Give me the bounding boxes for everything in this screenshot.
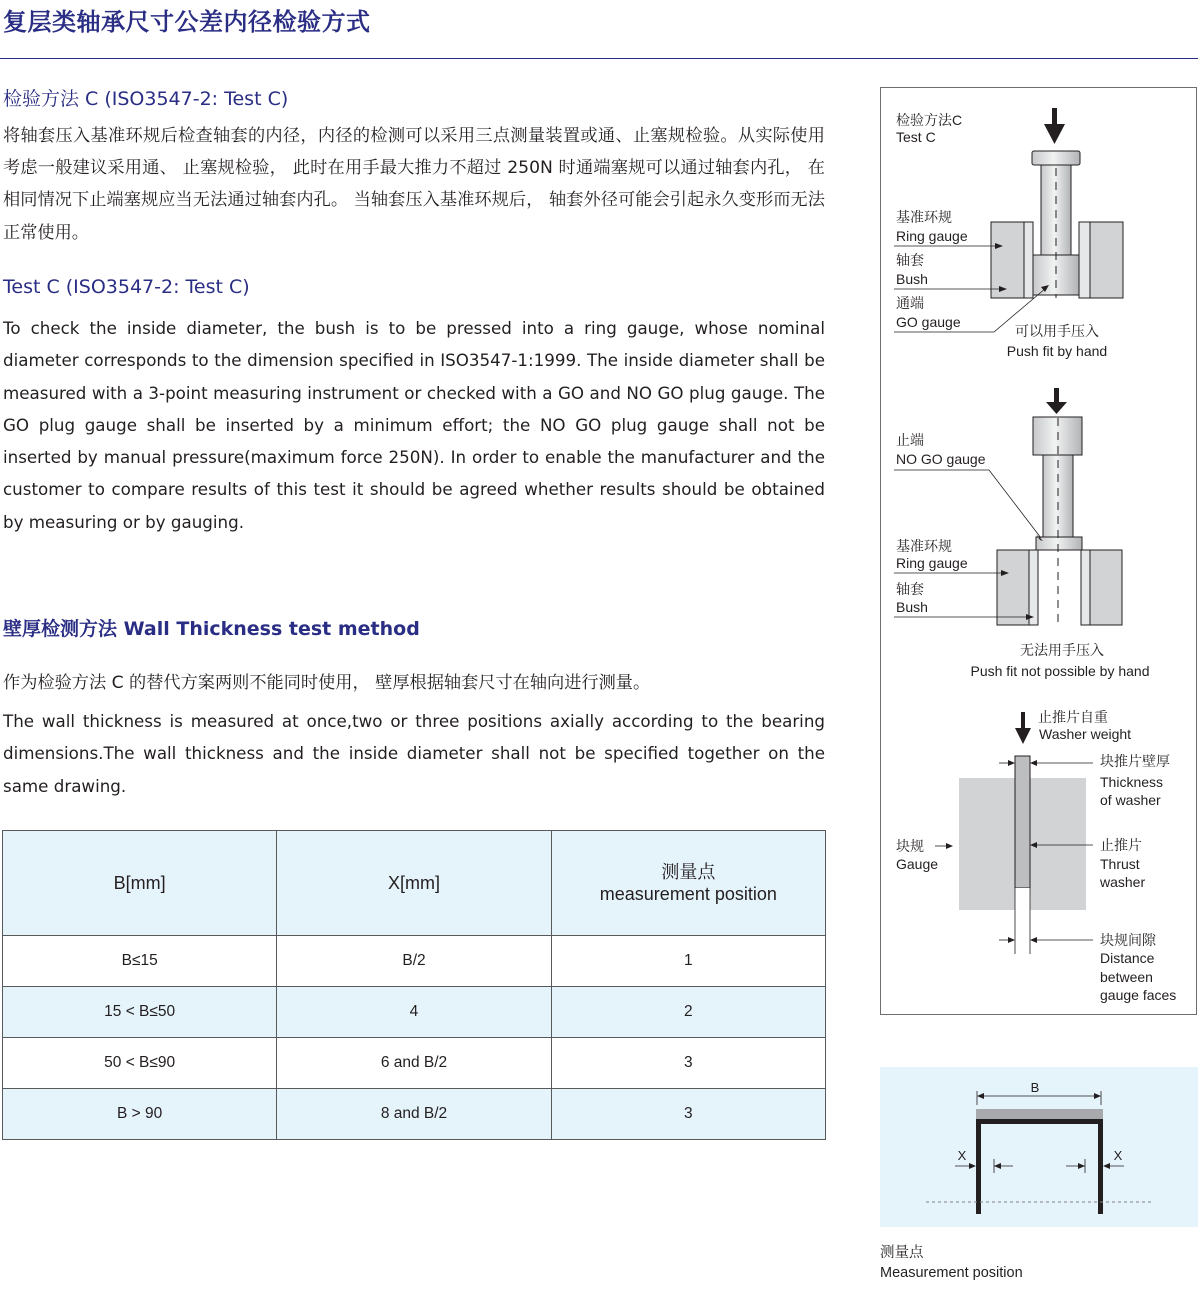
wall-thickness-body-zh: 作为检验方法 C 的替代方案两则不能同时使用， 壁厚根据轴套尺寸在轴向进行测量。 xyxy=(3,673,651,693)
table-cell: 50 < B≤90 xyxy=(3,1038,277,1089)
table-cell: 2 xyxy=(551,987,825,1038)
distance-en-3: gauge faces xyxy=(1100,987,1177,1003)
thrust-en-1: Thrust xyxy=(1100,856,1140,872)
washer-weight-en: Washer weight xyxy=(1039,726,1132,742)
table-row xyxy=(3,936,826,987)
table-header-x: X[mm] xyxy=(277,831,551,936)
go-gauge-label-en: GO gauge xyxy=(896,314,961,330)
caption-zh: 测量点 xyxy=(880,1245,924,1261)
go-gauge-label-zh: 通端 xyxy=(896,295,924,311)
thrust-en-2: washer xyxy=(1100,874,1146,890)
nogo-ring-label-en: Ring gauge xyxy=(896,555,968,571)
thrust-zh: 止推片 xyxy=(1100,837,1142,853)
measurement-position-diagram xyxy=(880,1067,1198,1227)
table-cell: 4 xyxy=(277,987,551,1038)
nogo-ring-label-zh: 基准环规 xyxy=(896,538,952,554)
nogo-result-en: Push fit not possible by hand xyxy=(970,663,1150,679)
gauge-gap xyxy=(1015,888,1030,910)
table-header-position: 测量点 measurement position xyxy=(551,831,825,936)
table-cell: 6 and B/2 xyxy=(277,1038,551,1089)
section-c-zh-heading: 检验方法 C (ISO3547-2: Test C) xyxy=(3,88,289,110)
thickness-zh: 块推片壁厚 xyxy=(1100,753,1170,769)
title-divider xyxy=(0,58,1198,59)
table-header-row xyxy=(3,831,826,936)
table-cell: 3 xyxy=(551,1038,825,1089)
thickness-en-1: Thickness xyxy=(1100,774,1164,790)
label-b: B xyxy=(1030,1080,1040,1095)
measurement-position-caption xyxy=(880,1243,1023,1283)
thrust-washer xyxy=(1015,756,1030,888)
nogo-result-zh: 无法用手压入 xyxy=(1020,642,1104,658)
distance-en-1: Distance xyxy=(1100,950,1155,966)
table-cell: B≤15 xyxy=(3,936,277,987)
go-bush-label-zh: 轴套 xyxy=(896,252,924,268)
nogo-ring-gauge xyxy=(997,550,1122,625)
go-result-en: Push fit by hand xyxy=(1006,343,1108,359)
nogo-bush-label-en: Bush xyxy=(896,599,928,615)
bearing-wall xyxy=(976,1109,1103,1119)
go-title-en: Test C xyxy=(896,129,936,145)
go-result-zh: 可以用手压入 xyxy=(1015,323,1099,339)
table-cell: B > 90 xyxy=(3,1089,277,1140)
test-c-diagram-panel xyxy=(880,87,1197,1015)
section-c-en-heading: Test C (ISO3547-2: Test C) xyxy=(3,276,250,298)
table-cell: 8 and B/2 xyxy=(277,1089,551,1140)
nogo-bush-label-zh: 轴套 xyxy=(896,581,924,597)
table-cell: B/2 xyxy=(277,936,551,987)
distance-zh: 块规间隙 xyxy=(1100,932,1156,948)
table-cell: 1 xyxy=(551,936,825,987)
go-title-zh: 检验方法C xyxy=(896,112,963,128)
gauge-en: Gauge xyxy=(896,856,939,872)
washer-weight-zh: 止推片自重 xyxy=(1038,709,1108,725)
table-row xyxy=(3,987,826,1038)
go-ring-label-zh: 基准环规 xyxy=(896,209,952,225)
table-header-b: B[mm] xyxy=(3,831,277,936)
go-bush-label-en: Bush xyxy=(896,271,928,287)
go-plug-gauge xyxy=(1032,151,1080,298)
table-row xyxy=(3,1038,826,1089)
section-c-zh-body: 将轴套压入基准环规后检查轴套的内径，内径的检测可以采用三点测量装置或通、止塞规检验。从实际使用考虑一般建议采用通、 止塞规检验， 此时在用手最大推力不超过 250N 时通端塞规可以通过轴套内孔， 在相同情况下止端塞规应当无法通过轴套内孔。 当轴套压入基准环规后， 轴套外径可能会引起永久变形而无法正常使用。 xyxy=(3,126,825,243)
wall-thickness-heading: 壁厚检测方法 Wall Thickness test method xyxy=(3,618,420,640)
press-arrow-icon xyxy=(1046,388,1067,414)
press-arrow-icon xyxy=(1044,108,1065,144)
nogo-label-en: NO GO gauge xyxy=(896,451,986,467)
table-cell: 3 xyxy=(551,1089,825,1140)
nogo-plug-gauge xyxy=(1033,417,1082,628)
label-x-right: X xyxy=(1113,1148,1123,1163)
page-title: 复层类轴承尺寸公差内径检验方式 xyxy=(3,8,371,36)
measurement-position-table xyxy=(2,830,826,1140)
thickness-en-2: of washer xyxy=(1100,792,1161,808)
caption-en: Measurement position xyxy=(880,1265,1023,1281)
go-ring-label-en: Ring gauge xyxy=(896,228,968,244)
distance-en-2: between xyxy=(1100,969,1153,985)
test-c-diagram xyxy=(881,88,1196,1014)
weight-arrow-icon xyxy=(1015,712,1031,744)
nogo-label-zh: 止端 xyxy=(896,432,924,448)
table-row xyxy=(3,1089,826,1140)
gauge-zh: 块规 xyxy=(896,838,924,854)
section-c-en-body: To check the inside diameter, the bush is to be pressed into a ring gauge, whose nominal diameter corresponds to the dimension specified in ISO3547-1:1999. The inside diameter shall be measured with a 3-point measuring instrument or checked with a GO and NO GO plug gauge. The GO plug gauge shall be inserted by a minimum effort; the NO GO plug gauge shall not be inserted by manual pressure(maximum force 250N). In order to enable the manufacturer and the customer to compare results of this test it should be agreed whether results should be obtained by measuring or by gauging. xyxy=(3,318,825,532)
table-cell: 15 < B≤50 xyxy=(3,987,277,1038)
wall-thickness-body-en: The wall thickness is measured at once,two or three positions axially according to the bearing dimensions.The wall thickness and the inside diameter shall not be specified together on the same drawing. xyxy=(3,711,825,796)
label-x-left: X xyxy=(957,1148,967,1163)
